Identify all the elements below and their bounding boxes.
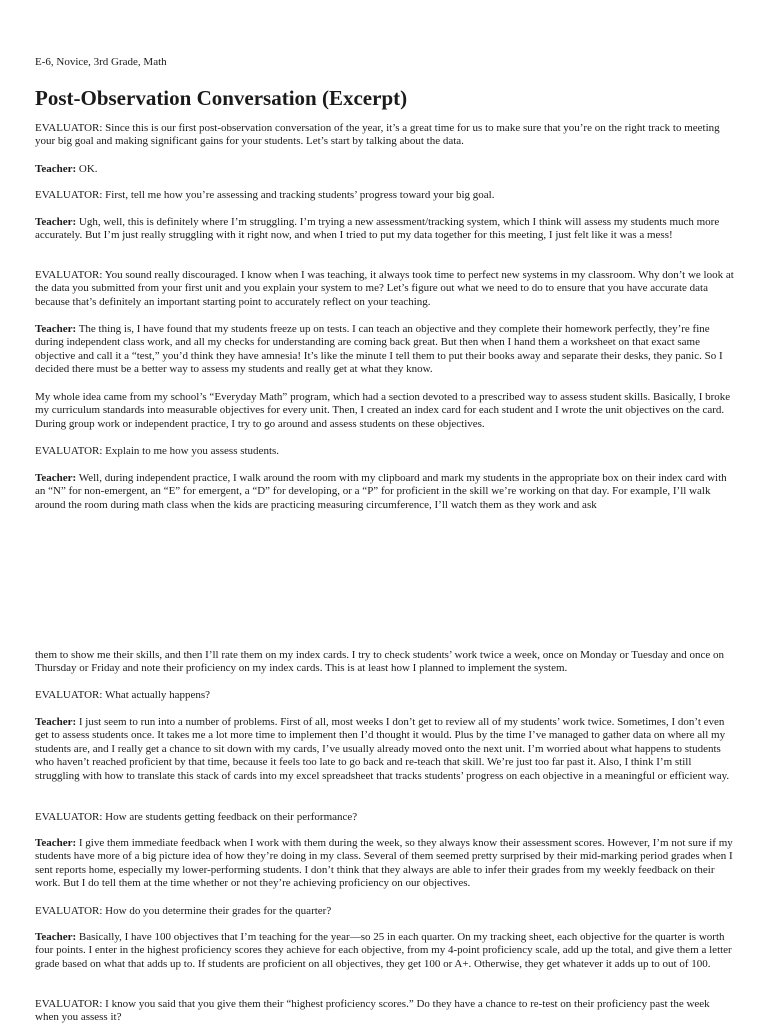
- paragraph-text: Ugh, well, this is definitely where I’m struggling. I’m trying a new assessment/tracking system, which I think will assess my students much more accurately. But I’m just really struggling with it right now, and when I tried to put my data together for this meeting, I just felt like it was a mess!: [35, 216, 720, 242]
- paragraph-text: I just seem to run into a number of problems. First of all, most weeks I don’t get to review all of my students’ work twice. Sometimes, I don’t even get to assess students once. It takes me a lot more time to implement then I’d thought it would. Plus by the time I’ve managed to gather data on where all my students are, and I really get a chance to sit down with my cards, I’ve usually already moved onto the next unit. I’m worried about what happens to students who haven’t reached proficient by that time, because it feels too late to go back and re-teach that skill. We’re just too far past it. Also, I think I’m still struggling with how to translate this stack of cards into my excel spreadsheet that tracks students’ progress on each objective in a meaningful or efficient way.: [35, 716, 730, 782]
- speaker-label: Teacher:: [35, 163, 77, 175]
- paragraph-text: EVALUATOR: What actually happens?: [35, 689, 211, 701]
- paragraph-text: them to show me their skills, and then I’ll rate them on my index cards. I try to check students’ work twice a week, once on Monday or Tuesday and once on Thursday or Friday and note their proficiency on my index cards. This is at least how I planned to implement the system.: [35, 649, 724, 675]
- paragraph-text: The thing is, I have found that my students freeze up on tests. I can teach an objective and they complete their homework perfectly, they’re fine during independent class work, and all my checks for understanding are coming back great. But then when I hand them a worksheet on that exact same objective and call it a “test,” you’d think they have amnesia! It’s like the minute I tell them to put their books away and separate their desks, they panic. So I decided there must be a better way to assess my students and really get at what they know.: [35, 323, 723, 376]
- speaker-label: Teacher:: [35, 472, 77, 484]
- paragraph-text: EVALUATOR: Explain to me how you assess students.: [35, 445, 280, 457]
- paragraph: [35, 472, 735, 512]
- speaker-label: Teacher:: [35, 837, 77, 849]
- paragraph: [35, 122, 735, 149]
- speaker-label: Teacher:: [35, 323, 77, 335]
- paragraph: [35, 931, 735, 971]
- speaker-label: Teacher:: [35, 931, 77, 943]
- paragraph-text: OK.: [76, 163, 98, 175]
- paragraph: [35, 445, 735, 458]
- speaker-label: Teacher:: [35, 216, 77, 228]
- paragraph-text: EVALUATOR: Since this is our first post-observation conversation of the year, it’s a great time for us to make sure that you’re on the right track to meeting your big goal and making significant gains for your students. Let’s start by talking about the data.: [35, 122, 720, 148]
- paragraph-text: EVALUATOR: You sound really discouraged. I know when I was teaching, it always took time to perfect new systems in my classroom. Why don’t we look at the data you submitted from your first unit and you explain your system to me? Let’s figure out what we need to do to ensure that you have accurate data because that’s definitely an important starting point to accurately reflect on your teaching.: [35, 269, 734, 308]
- paragraph: [35, 716, 735, 783]
- paragraph-text: EVALUATOR: First, tell me how you’re assessing and tracking students’ progress toward your big goal.: [35, 189, 495, 201]
- paragraph-text: EVALUATOR: How do you determine their grades for the quarter?: [35, 905, 332, 917]
- paragraph: [35, 163, 735, 176]
- paragraph: [35, 269, 735, 309]
- paragraph-text: My whole idea came from my school’s “Everyday Math” program, which had a section devoted to a prescribed way to assess student skills. Basically, I broke my curriculum standards into measurable objectives for every unit. Then, I created an index card for each student and I wrote the unit objectives on the card. During group work or independent practice, I try to go around and assess students on these objectives.: [35, 391, 731, 430]
- paragraph: [35, 811, 735, 824]
- paragraph: [35, 689, 735, 702]
- paragraph-text: I give them immediate feedback when I work with them during the week, so they always know their assessment scores. However, I’m not sure if my students have more of a big picture idea of how they’re doing in my class. Several of them seemed pretty surprised by their mid-marking period grades when I sent reports home, especially my lower-performing students. I don’t think that they always are able to infer their grades from my weekly feedback on their work. But I do tell them at the time whether or not they’re achieving proficiency on our objectives.: [35, 837, 733, 890]
- paragraph: [35, 649, 735, 676]
- paragraph-text: EVALUATOR: I know you said that you give them their “highest proficiency scores.” Do they have a chance to re-test on their proficiency past the week when you assess it?: [35, 998, 710, 1024]
- paragraph-text: Well, during independent practice, I walk around the room with my clipboard and mark my students in the appropriate box on their index card with an “N” for non-emergent, an “E” for emergent, a “D” for developing, or a “P” for proficient in the skill we’re working on that day. For example, I’ll walk around the room during math class when the kids are practicing measuring circumference, I’ll watch them as they work and ask: [35, 472, 727, 511]
- paragraph: [35, 391, 735, 431]
- paragraph: [35, 189, 735, 202]
- paragraph: [35, 216, 735, 243]
- paragraph: [35, 905, 735, 918]
- document-tag: E-6, Novice, 3rd Grade, Math: [35, 56, 167, 68]
- paragraph: [35, 837, 735, 891]
- page-title: Post-Observation Conversation (Excerpt): [35, 86, 408, 110]
- paragraph: [35, 998, 735, 1025]
- paragraph-text: Basically, I have 100 objectives that I’m teaching for the year—so 25 in each quarter. On my tracking sheet, each objective for the quarter is worth four points. I enter in the highest proficiency scores they achieve for each objective, from my 4-point proficiency scale, add up the total, and give them a letter grade based on what that adds up to. If students are proficient on all objectives, they get 100 or A+. Otherwise, they get whatever it adds up to out of 100.: [35, 931, 732, 970]
- paragraph: [35, 323, 735, 377]
- speaker-label: Teacher:: [35, 716, 77, 728]
- paragraph-text: EVALUATOR: How are students getting feedback on their performance?: [35, 811, 358, 823]
